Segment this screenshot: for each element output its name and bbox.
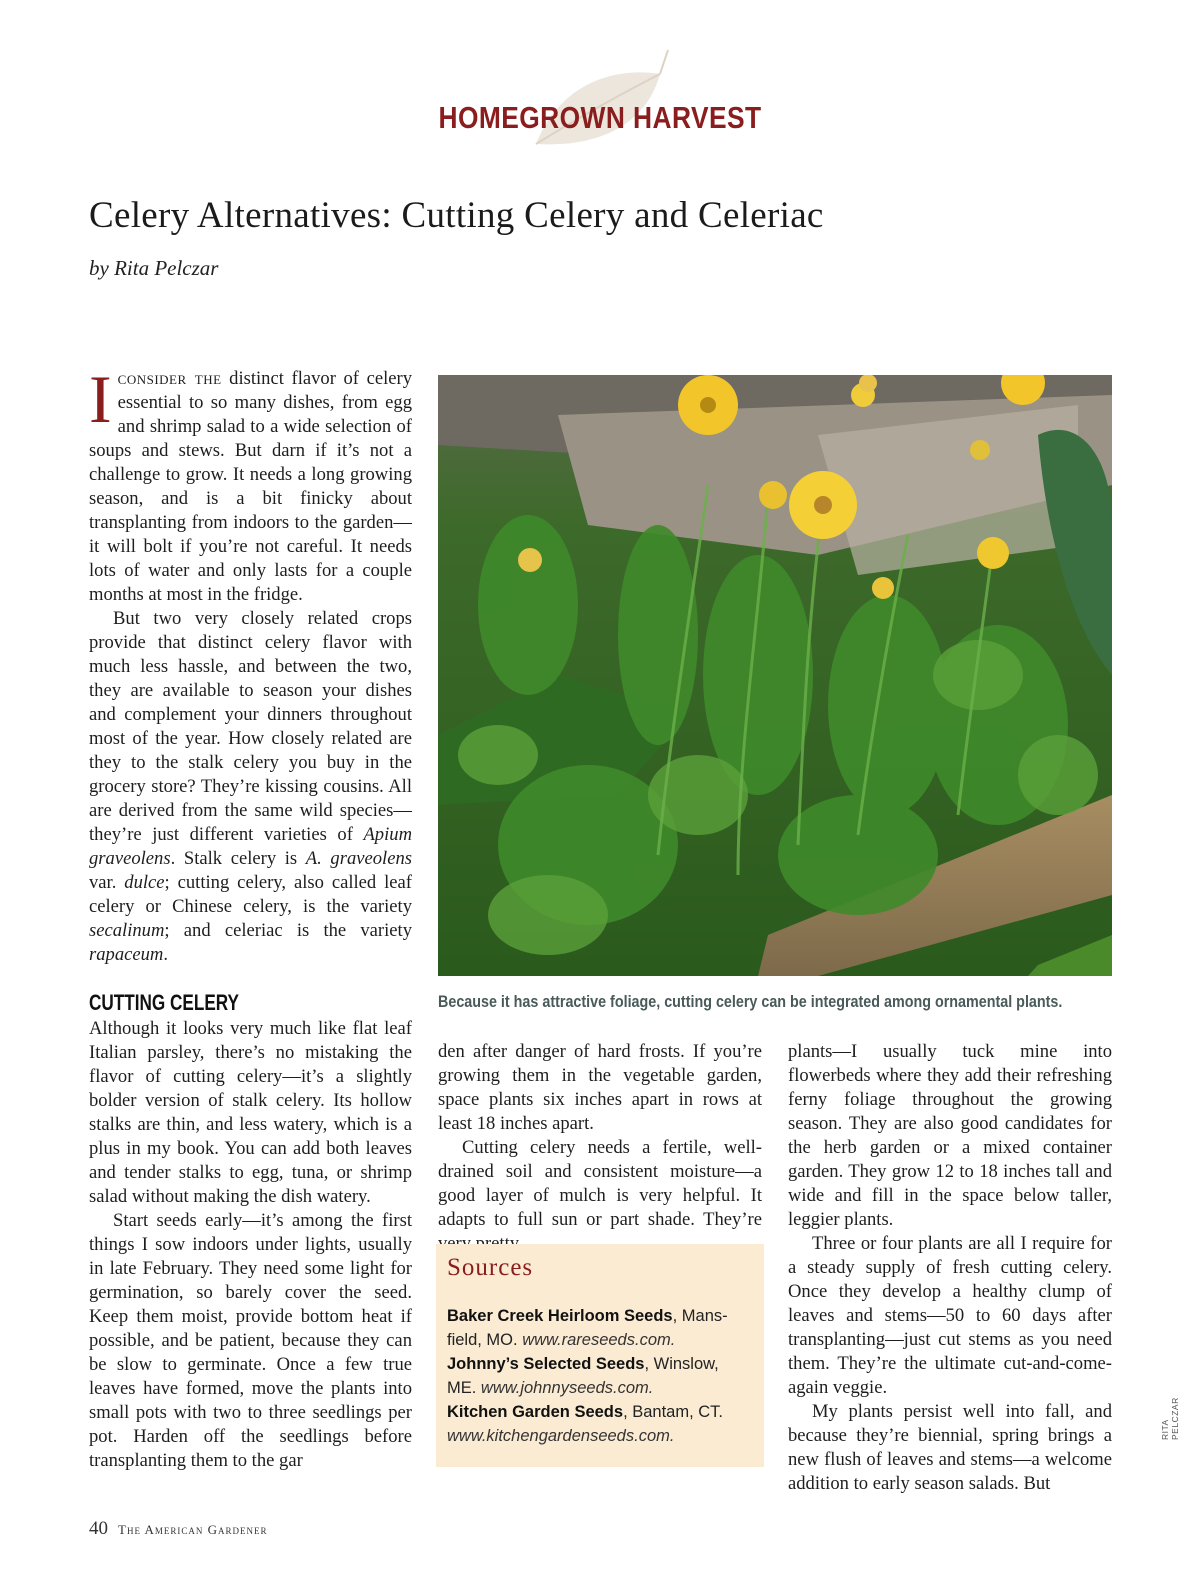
column-3 <box>788 1040 1112 1496</box>
source-item: Baker Creek Heirloom Seeds, Mansfield, MO. www.rareseeds.com. <box>447 1307 728 1349</box>
column-1 <box>89 361 412 1473</box>
source-url[interactable]: www.johnnyseeds.com. <box>480 1379 654 1397</box>
page-footer <box>89 1518 268 1540</box>
page-number: 40 <box>89 1518 108 1539</box>
body-paragraph: My plants persist well into fall, and because they’re biennial, spring brings a new flush of leaves and stems—a welcome addition to early season salads. But <box>788 1401 1112 1494</box>
variety-name: rapaceum <box>89 944 164 965</box>
body-paragraph: Start seeds early—it’s among the first things I sow indoors under lights, usually in late February. They need some light for germination, so barely cover the seed. Keep them moist, provide bottom heat if possible, and be patient, because they can be slow to germinate. Once a few true leaves have formed, move the plants into small pots with two to three seedlings per pot. Harden off the seedlings before transplanting them to the gar <box>89 1210 412 1471</box>
intro-paragraph <box>89 361 412 607</box>
species-name: A. graveolens <box>305 848 412 869</box>
source-url[interactable]: www.rareseeds.com. <box>522 1331 676 1349</box>
section-kicker: HOMEGROWN HARVEST <box>438 100 762 135</box>
source-url[interactable]: www.kitchengardenseeds.com. <box>447 1427 675 1445</box>
body-paragraph: Although it looks very much like flat leaf Italian parsley, there’s no mistaking the flavor of cutting celery—it’s a slightly bolder version of stalk celery. Its hollow stalks are thin, and less watery, which is a plus in my book. You can add both leaves and tender stalks to egg, tuna, or shrimp salad without making the dish watery. <box>89 1018 412 1207</box>
sources-title: Sources <box>447 1254 534 1281</box>
drop-cap: I <box>89 361 112 437</box>
variety-name: secalinum <box>89 920 165 941</box>
body-paragraph: Cutting celery needs a fertile, well-drained soil and consistent moisture—a good layer of mulch is very helpful. It adapts to full sun or part shade. They’re <box>438 1137 762 1230</box>
subheading-cutting-celery: CUTTING CELERY <box>89 990 239 1015</box>
article-title: Celery Alternatives: Cutting Celery and Celeriac <box>89 195 824 236</box>
lead-in: consider the <box>117 368 222 389</box>
source-item: Kitchen Garden Seeds, Bantam, CT. www.kitchengardenseeds.com. <box>447 1403 724 1445</box>
species-name: Apium graveolens <box>89 824 412 869</box>
source-item: Johnny’s Selected Seeds, Winslow, ME. www.johnnyseeds.com. <box>447 1355 719 1397</box>
intro-text: distinct flavor of celery essential to so many dishes, from egg and shrimp salad to a wide selection of soups and stews. But darn if it’s not a challenge to grow. It needs a long growing season, and is a bit finicky about transplanting from indoors to the garden—it will bolt if you’re not careful. It needs lots of water and only lasts for a couple months at most in the fridge. <box>89 368 412 605</box>
magazine-name: The American Gardener <box>118 1522 268 1537</box>
byline: by Rita Pelczar <box>89 256 219 280</box>
photo-credit: RITA PELCZAR <box>1160 1397 1180 1440</box>
photo-caption: Because it has attractive foliage, cutting celery can be integrated among ornamental plants. <box>438 992 1063 1011</box>
intro-paragraph-2: But two very closely related crops provide that distinct celery flavor with much less hassle, and between the two, they are available to season your dishes and complement your dinners throughout most of the year. How closely related are they to the stalk celery you buy in the grocery store? They’re kissing cousins. All are derived from the same wild species—they’re just different varieties of Apium graveolens. Stalk celery is A. graveolens var. dulce; cutting celery, also called leaf celery or Chinese celery, is the variety secalinum; and celeriac is the variety rapaceum. <box>89 608 412 965</box>
body-paragraph: plants—I usually tuck mine into flowerbeds where they add their refreshing ferny foliage throughout the growing season. They are also good candidates for the herb garden or a mixed container garden. They grow 12 to 18 inches tall and wide and fill in the space below taller, leggier plants. <box>788 1041 1112 1230</box>
body-paragraph: Three or four plants are all I require for a steady supply of fresh cutting celery. Once they develop a healthy clump of leaves and stems—50 to 60 days after transplanting—just cut stems as you need them. They’re the ultimate cut-and-come-again veggie. <box>788 1233 1112 1398</box>
garden-photo <box>438 375 1112 976</box>
column-2 <box>438 1040 762 1256</box>
body-paragraph: den after danger of hard frosts. If you’re growing them in the vegetable garden, space plants six inches apart in rows at least 18 inches apart. <box>438 1041 762 1134</box>
variety-name: dulce <box>124 872 165 893</box>
sources-box <box>436 1244 764 1467</box>
